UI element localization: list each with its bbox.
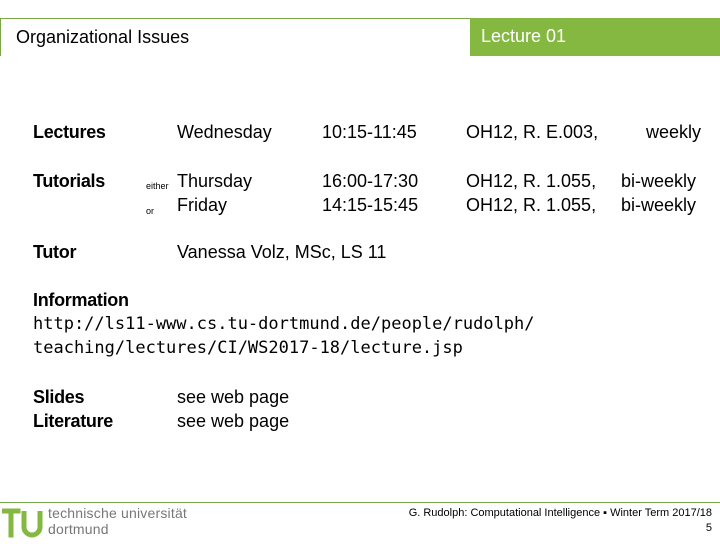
lectures-time: 10:15-11:45 xyxy=(322,122,417,142)
logo-text-line-2: dortmund xyxy=(48,521,109,537)
tu-logo-icon xyxy=(2,505,46,539)
literature-value: see web page xyxy=(177,411,290,431)
tutorials-frequency-1: bi-weekly xyxy=(621,171,697,191)
tutorials-room-1: OH12, R. 1.055, xyxy=(466,171,597,191)
lectures-label: Lectures xyxy=(33,122,106,142)
footer-credit: G. Rudolph: Computational Intelligence ▪ Winter Term 2017/18 xyxy=(408,507,712,519)
tutorials-time-1: 16:00-17:30 xyxy=(322,171,419,191)
lectures-room: OH12, R. E.003, xyxy=(466,122,599,142)
tutorials-room-2: OH12, R. 1.055, xyxy=(466,195,597,215)
page-number: 5 xyxy=(705,522,712,534)
footer-credit-block xyxy=(409,506,712,536)
header-title-box xyxy=(0,18,470,56)
tutorials-time-2: 14:15-15:45 xyxy=(322,195,419,215)
slide-title: Organizational Issues xyxy=(16,27,190,47)
lecture-number: Lecture 01 xyxy=(481,26,567,46)
tutor-label: Tutor xyxy=(33,242,77,262)
footer-divider xyxy=(0,502,720,503)
literature-label: Literature xyxy=(33,411,114,431)
logo-text-line-1: technische universität xyxy=(48,505,188,521)
tutorials-either: either xyxy=(146,181,169,191)
information-label: Information xyxy=(33,290,129,310)
tutorials-day-1: Thursday xyxy=(177,171,253,191)
tutorials-frequency-2: bi-weekly xyxy=(621,195,697,215)
lecture-badge xyxy=(470,18,720,56)
information-url-line-1[interactable]: http://ls11-www.cs.tu-dortmund.de/people/rudolph/ xyxy=(33,314,535,334)
tutorials-or: or xyxy=(146,206,155,216)
lectures-day: Wednesday xyxy=(177,122,272,142)
tutor-name: Vanessa Volz, MSc, LS 11 xyxy=(177,242,387,262)
information-url-line-2[interactable]: teaching/lectures/CI/WS2017-18/lecture.jsp xyxy=(33,338,463,358)
slides-value: see web page xyxy=(177,387,290,407)
lectures-frequency: weekly xyxy=(646,122,702,142)
tutorials-label: Tutorials xyxy=(33,171,105,191)
logo-text xyxy=(48,505,187,537)
slides-label: Slides xyxy=(33,387,85,407)
tutorials-day-2: Friday xyxy=(177,195,228,215)
tu-dortmund-logo xyxy=(2,505,202,539)
